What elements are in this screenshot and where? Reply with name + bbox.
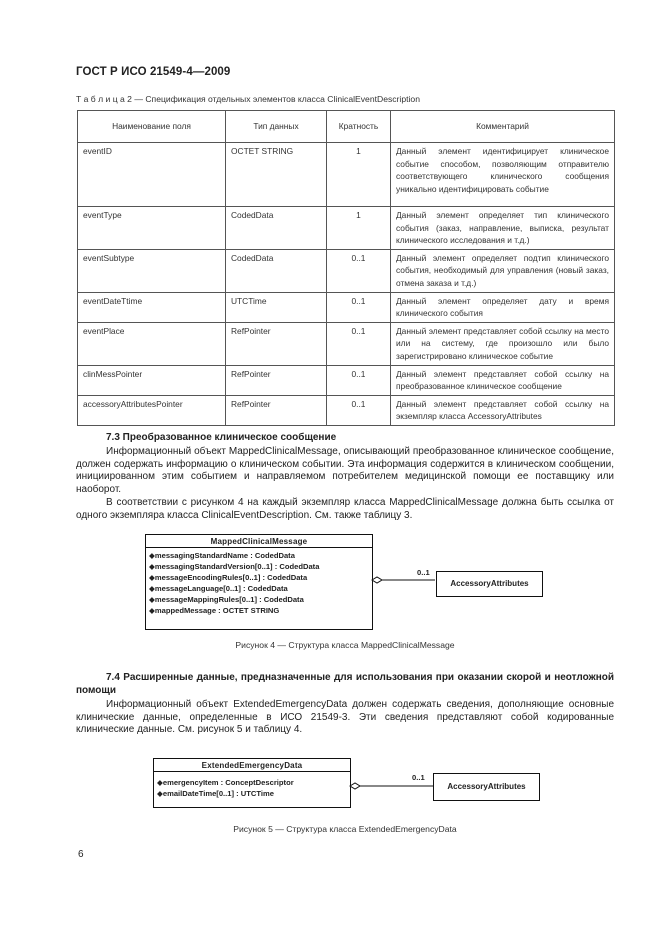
uml-class-accessory-attributes: AccessoryAttributes (436, 571, 543, 597)
section-7-4-paragraph-1 (76, 699, 614, 737)
uml-attribute-list (154, 772, 350, 801)
cell-type: RefPointer (226, 365, 327, 395)
cell-field: clinMessPointer (78, 365, 226, 395)
uml-attribute: ◆messageEncodingRules[0..1] : CodedData (149, 573, 308, 582)
cell-type: OCTET STRING (226, 143, 327, 207)
uml-attribute: ◆mappedMessage : OCTET STRING (149, 606, 280, 615)
section-7-3-title: 7.3 Преобразованное клиническое сообщение (106, 432, 337, 443)
table-row (78, 395, 615, 425)
uml-attribute: ◆messagingStandardVersion[0..1] : CodedData (149, 562, 320, 571)
cell-field: eventID (78, 143, 226, 207)
cell-comment: Данный элемент представляет собой ссылку на преобразованное клиническое сообщение (391, 365, 615, 395)
cell-multiplicity: 0..1 (327, 249, 391, 292)
aggregation-diamond-icon (350, 783, 360, 789)
cell-multiplicity: 0..1 (327, 365, 391, 395)
col-header-type: Тип данных (226, 111, 327, 143)
cell-field: eventSubtype (78, 249, 226, 292)
cell-multiplicity: 1 (327, 207, 391, 250)
uml-class-name: ExtendedEmergencyData (154, 759, 350, 772)
uml-attribute: ◆emergencyItem : ConceptDescriptor (157, 778, 294, 787)
cell-comment: Данный элемент идентифицирует клиническое событие способом, позволяющим отправителю соответствующего клинического сообщения уникально идентифицировать событие (391, 143, 615, 207)
aggregation-diamond-icon (372, 577, 382, 583)
table-caption: Т а б л и ц а 2 — Спецификация отдельных элементов класса ClinicalEventDescription (76, 94, 420, 104)
page-number: 6 (78, 849, 84, 860)
uml-class-accessory-attributes: AccessoryAttributes (433, 773, 540, 801)
col-header-field: Наименование поля (78, 111, 226, 143)
multiplicity-label: 0..1 (412, 773, 425, 782)
cell-multiplicity: 1 (327, 143, 391, 207)
col-header-multiplicity: Кратность (327, 111, 391, 143)
uml-class-mapped-clinical-message (145, 534, 373, 630)
document-header: ГОСТ Р ИСО 21549-4—2009 (76, 66, 231, 78)
table-row (78, 249, 615, 292)
cell-comment: Данный элемент определяет подтип клинического события, необходимый для управления (новый заказ, отмена заказа и т.д.) (391, 249, 615, 292)
section-7-3-paragraph-1 (76, 446, 614, 496)
cell-field: eventType (78, 207, 226, 250)
table-row (78, 292, 615, 322)
cell-type: RefPointer (226, 322, 327, 365)
col-header-comment: Комментарий (391, 111, 615, 143)
cell-type: CodedData (226, 249, 327, 292)
cell-field: eventPlace (78, 322, 226, 365)
cell-comment: Данный элемент представляет собой ссылку на экземпляр класса AccessoryAttributes (391, 395, 615, 425)
table-row (78, 365, 615, 395)
uml-attribute: ◆messageMappingRules[0..1] : CodedData (149, 595, 304, 604)
uml-class-name: MappedClinicalMessage (146, 535, 372, 548)
uml-attribute: ◆emailDateTime[0..1] : UTCTime (157, 789, 274, 798)
spec-table (77, 110, 615, 426)
cell-type: RefPointer (226, 395, 327, 425)
section-7-4-title: 7.4 Расширенные данные, предназначенные для использования при оказании скорой и неотложной помощи (76, 672, 614, 696)
table-row (78, 207, 615, 250)
paragraph-text: Информационный объект MappedClinicalMessage, описывающий преобразованное клиническое сообщение, должен содержать информацию о клиническом событии. Эта информация содержится в клиническом сообщении, инициированном этим событием и направляемом потребителем медицинской помощи ее поставщику или наоборот. (76, 446, 614, 495)
table-row (78, 143, 615, 207)
cell-comment: Данный элемент определяет тип клинического события (заказ, направление, выписка, результат клинического исследования и т.д.) (391, 207, 615, 250)
figure-5-caption: Рисунок 5 — Структура класса ExtendedEmergencyData (233, 824, 457, 834)
cell-multiplicity: 0..1 (327, 322, 391, 365)
cell-field: eventDateTtime (78, 292, 226, 322)
paragraph-text: Информационный объект ExtendedEmergencyData должен содержать сведения, дополняющие основные клинические данные, определенные в ИСО 21549-3. Эти сведения представляют собой кодированные клинические данные. См. рисунок 5 и таблицу 4. (76, 699, 614, 736)
cell-multiplicity: 0..1 (327, 395, 391, 425)
figure-4-caption: Рисунок 4 — Структура класса MappedClinicalMessage (235, 640, 455, 650)
uml-attribute: ◆messageLanguage[0..1] : CodedData (149, 584, 288, 593)
cell-multiplicity: 0..1 (327, 292, 391, 322)
cell-type: UTCTime (226, 292, 327, 322)
cell-field: accessoryAttributesPointer (78, 395, 226, 425)
paragraph-text: В соответствии с рисунком 4 на каждый экземпляр класса MappedClinicalMessage должна быть ссылка от одного экземпляра класса ClinicalEventDescription. См. также таблицу 3. (76, 497, 614, 521)
section-7-3-paragraph-2 (76, 497, 614, 522)
cell-comment: Данный элемент определяет дату и время клинического события (391, 292, 615, 322)
uml-class-extended-emergency-data (153, 758, 351, 808)
uml-attribute: ◆messagingStandardName : CodedData (149, 551, 295, 560)
table-header-row (78, 111, 615, 143)
multiplicity-label: 0..1 (417, 568, 430, 577)
table-row (78, 322, 615, 365)
cell-comment: Данный элемент представляет собой ссылку на место или на систему, где произошло или было зарегистрировано клиническое событие (391, 322, 615, 365)
uml-attribute-list (146, 548, 372, 618)
cell-type: CodedData (226, 207, 327, 250)
